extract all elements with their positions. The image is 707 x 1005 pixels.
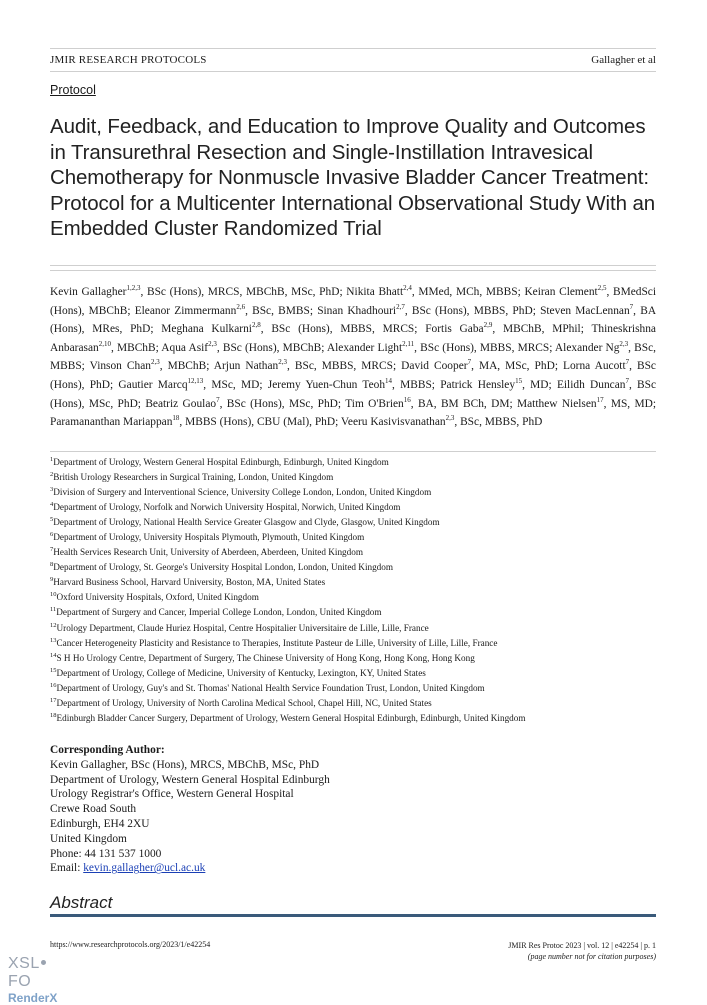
author-name: Patrick Hensley: [440, 378, 516, 391]
affiliation-number: 1: [50, 456, 54, 463]
author-qualifications: BSc, MBBS: [50, 341, 657, 373]
affiliation-item: [50, 575, 660, 590]
author-entry: Tim O'Brien$^{16}$, BA, BM BCh, DM: [345, 395, 510, 410]
author-qualifications: MBBS: [400, 378, 432, 391]
author-name: Steven MacLennan: [540, 304, 630, 317]
author-entry: David Cooper$^7$, MA, MSc, PhD: [401, 358, 555, 373]
affiliation-text: British Urology Researchers in Surgical Training, London, United Kingdom: [53, 472, 334, 483]
author-qualifications: BA, BM BCh, DM: [417, 397, 510, 410]
author-qualifications: BA (Hons), MRes, PhD: [50, 304, 657, 336]
author-affiliation-marker: 18: [172, 414, 180, 423]
affiliation-item: [50, 500, 660, 515]
affiliation-item: [50, 651, 660, 666]
header-rule-top: [50, 48, 656, 49]
affiliation-text: Oxford University Hospitals, Oxford, United Kingdom: [56, 592, 259, 603]
footer-citation: JMIR Res Protoc 2023 | vol. 12 | e42254 | p. 1: [508, 941, 656, 950]
xslfo-renderx-logo: [8, 955, 68, 1005]
affiliation-text: Department of Urology, National Health Service Greater Glasgow and Clyde, Glasgow, United Kingdom: [53, 517, 440, 528]
affiliation-number: 4: [50, 501, 54, 509]
author-affiliation-marker: 12,13: [187, 376, 204, 385]
author-name: Sinan Khadhouri: [317, 304, 397, 317]
affiliation-number: 2: [50, 471, 54, 479]
author-name: Veeru Kasivisvanathan: [340, 416, 446, 429]
article-type: Protocol: [50, 83, 96, 97]
affiliation-number: 13: [50, 636, 57, 644]
author-qualifications: BSc (Hons), MBBS, MRCS: [271, 323, 415, 336]
affiliation-text: S H Ho Urology Centre, Department of Surgery, The Chinese University of Hong Kong, Hong Kong, Hong Kong: [56, 652, 475, 663]
author-name: Jeremy Yuen-Chun Teoh: [267, 378, 386, 391]
affiliation-text: Department of Surgery and Cancer, Imperial College London, London, United Kingdom: [56, 607, 382, 618]
watermark-line1: [8, 955, 68, 991]
author-entry: Beatriz Goulao$^7$, BSc (Hons), MSc, PhD: [145, 395, 338, 410]
affiliation-text: Edinburgh Bladder Cancer Surgery, Department of Urology, Western General Hospital Edinburgh, Edinburgh, United Kingdom: [56, 712, 526, 723]
author-qualifications: BSc (Hons), MSc, PhD: [226, 397, 338, 410]
author-entry: Arjun Nathan$^{2,3}$, BSc, MBBS, MRCS: [213, 358, 393, 373]
affiliation-number: 15: [50, 666, 57, 674]
journal-name: JMIR RESEARCH PROTOCOLS: [50, 54, 207, 66]
author-entry: Sinan Khadhouri$^{2,7}$, BSc (Hons), MBBS, PhD: [317, 302, 533, 317]
author-name: David Cooper: [401, 360, 468, 373]
corresponding-email-row: [50, 861, 330, 876]
affiliation-item: [50, 636, 660, 651]
author-entry: Gautier Marcq$^{12,13}$, MSc, MD: [118, 376, 260, 391]
author-qualifications: MBChB, MPhil: [502, 323, 581, 336]
affiliation-text: Harvard Business School, Harvard University, Boston, MA, United States: [53, 577, 326, 588]
footer-citation-block: [508, 940, 656, 962]
watermark-line2: RenderX: [8, 991, 58, 1005]
affiliation-text: Department of Urology, Guy's and St. Thomas' National Health Service Foundation Trust, London, United Kingdom: [56, 682, 485, 693]
affiliation-item: [50, 696, 660, 711]
corresponding-city: Edinburgh, EH4 2XU: [50, 817, 150, 830]
author-name: Alexander Ng: [554, 341, 620, 354]
affiliation-number: 5: [50, 516, 54, 524]
author-entry: Kevin Gallagher$^{1,2,3}$, BSc (Hons), MRCS, MBChB, MSc, PhD: [50, 284, 340, 298]
affiliation-item: [50, 560, 660, 575]
affiliation-text: Department of Urology, Norfolk and Norwich University Hospital, Norwich, United Kingdom: [53, 502, 401, 513]
corresponding-heading: Corresponding Author:: [50, 744, 165, 756]
affiliation-text: Department of Urology, College of Medicine, University of Kentucky, Lexington, KY, United States: [56, 667, 426, 678]
affiliation-number: 17: [50, 696, 57, 704]
affiliation-item: [50, 605, 660, 620]
author-qualifications: BSc, MBBS, PhD: [460, 416, 543, 429]
corresponding-author-block: [50, 743, 330, 876]
affiliation-text: Department of Urology, University of North Carolina Medical School, Chapel Hill, NC, United States: [56, 697, 432, 708]
author-entry: Aqua Asif$^{2,3}$, BSc (Hons), MBChB: [161, 339, 322, 354]
abstract-rule: [50, 914, 656, 917]
author-name: Fortis Gaba: [425, 323, 484, 336]
watermark-dot: [41, 960, 46, 965]
affiliation-item: [50, 485, 660, 500]
author-name: Eleanor Zimmermann: [134, 304, 237, 317]
author-qualifications: BSc, BMBS: [252, 304, 310, 317]
running-authors: Gallagher et al: [591, 54, 656, 66]
affiliation-number: 14: [50, 651, 57, 659]
author-name: Beatriz Goulao: [145, 397, 217, 410]
affiliation-item: [50, 545, 660, 560]
author-qualifications: BSc (Hons), MBChB: [222, 341, 322, 354]
affiliation-text: Department of Urology, Western General Hospital Edinburgh, Edinburgh, United Kingdom: [53, 457, 389, 467]
author-name: Paramananthan Mariappan: [50, 416, 173, 429]
author-affiliation-marker: 2,4: [403, 284, 412, 292]
affiliation-item: [50, 470, 660, 485]
author-affiliation-marker: 2,6: [236, 302, 246, 311]
article-title: Audit, Feedback, and Education to Improve Quality and Outcomes in Transurethral Resection and Single-Instillation Intravesical Chemotherapy for Nonmuscle Invasive Bladder Cancer Treatment: Protocol for a Multicenter International Observational Study With an Embedded Cluster Randomized Trial: [50, 115, 656, 241]
footer-note: (page number not for citation purposes): [527, 952, 656, 961]
author-affiliation-marker: 7: [625, 358, 630, 367]
author-entry: Eilidh Duncan$^7$, BSc (Hons), MSc, PhD: [50, 376, 657, 410]
author-entry: Vinson Chan$^{2,3}$, MBChB: [89, 358, 207, 373]
affiliation-list: [50, 455, 660, 726]
author-affiliation-marker: 14: [385, 376, 393, 385]
author-name: Lorna Aucott: [563, 360, 626, 373]
author-name: Gautier Marcq: [118, 378, 188, 391]
author-name: Nikita Bhatt: [346, 286, 404, 298]
affiliation-item: [50, 590, 660, 605]
author-entry: Keiran Clement$^{2,5}$, BMedSci (Hons), MBChB: [50, 284, 657, 317]
author-entry: Matthew Nielsen$^{17}$, MS, MD: [516, 395, 653, 410]
author-affiliation-marker: 7: [629, 302, 634, 311]
author-entry: Thineskrishna Anbarasan$^{2,10}$, MBChB: [50, 323, 656, 354]
author-name: Arjun Nathan: [213, 360, 279, 373]
affiliation-text: Urology Department, Claude Huriez Hospital, Centre Hospitalier Universitaire de Lille, Lille, France: [56, 622, 429, 633]
affiliation-item: [50, 711, 660, 726]
author-qualifications: MA, MSc, PhD: [478, 360, 555, 373]
affiliation-number: 8: [50, 561, 54, 569]
affiliation-text: Department of Urology, St. George's University Hospital London, London, United Kingdom: [53, 562, 394, 573]
affiliation-item: [50, 666, 660, 681]
author-affiliation-marker: 2,3: [150, 358, 160, 367]
author-entry: Eleanor Zimmermann$^{2,6}$, BSc, BMBS: [134, 302, 310, 317]
affiliation-text: Cancer Heterogeneity Plasticity and Resistance to Therapies, Institute Pasteur de Lille, University of Lille, Lille, France: [56, 637, 498, 648]
author-qualifications: MBBS (Hons), CBU (Mal), PhD: [185, 416, 336, 429]
author-affiliation-marker: 2,3: [619, 339, 629, 348]
author-entry: Veeru Kasivisvanathan$^{2,3}$, BSc, MBBS, PhD: [340, 414, 543, 429]
author-entry: Meghana Kulkarni$^{2,8}$, BSc (Hons), MBBS, MRCS: [161, 321, 415, 336]
authors-rule: [50, 451, 656, 452]
author-affiliation-marker: 2,7: [396, 302, 405, 311]
email-label: Email:: [50, 862, 84, 875]
title-rule-2: [50, 270, 656, 271]
author-entry: Alexander Ng$^{2,3}$, BSc, MBBS: [50, 339, 657, 373]
author-affiliation-marker: 2,5: [597, 284, 607, 292]
email-link[interactable]: kevin.gallagher@ucl.ac.uk: [83, 862, 206, 875]
watermark-xsl: XSL: [8, 955, 40, 972]
affiliation-number: 18: [50, 711, 57, 719]
author-qualifications: MMed, MCh, MBBS: [418, 286, 518, 298]
author-entry: Nikita Bhatt$^{2,4}$, MMed, MCh, MBBS: [346, 284, 518, 298]
author-name: Kevin Gallagher: [50, 286, 127, 298]
affiliation-text: Health Services Research Unit, University of Aberdeen, Aberdeen, United Kingdom: [53, 547, 363, 558]
affiliation-number: 10: [50, 591, 57, 599]
affiliation-number: 16: [50, 681, 57, 689]
affiliation-number: 12: [50, 621, 57, 629]
author-affiliation-marker: 2,8: [251, 321, 261, 330]
author-qualifications: BMedSci (Hons), MBChB: [50, 286, 657, 317]
affiliation-number: 6: [50, 531, 54, 539]
footer-url[interactable]: https://www.researchprotocols.org/2023/1/e42254: [50, 940, 211, 949]
corresponding-office: Urology Registrar's Office, Western General Hospital: [50, 788, 294, 801]
author-entry: Steven MacLennan$^7$, BA (Hons), MRes, PhD: [50, 302, 657, 336]
corresponding-name: Kevin Gallagher, BSc (Hons), MRCS, MBChB, MSc, PhD: [50, 758, 320, 771]
author-qualifications: MBChB: [116, 341, 156, 354]
author-affiliation-marker: 2,3: [208, 339, 217, 348]
affiliation-number: 7: [50, 546, 54, 554]
affiliation-item: [50, 530, 660, 545]
author-affiliation-marker: 17: [596, 395, 604, 404]
author-affiliation-marker: 7: [467, 358, 472, 367]
header-rule-bottom: [50, 71, 656, 72]
author-entry: Alexander Light$^{2,11}$, BSc (Hons), MBBS, MRCS: [326, 339, 550, 354]
watermark-fo: FO: [8, 973, 32, 990]
affiliation-number: 3: [50, 486, 54, 494]
author-affiliation-marker: 2,3: [445, 414, 455, 423]
author-name: Aqua Asif: [161, 341, 209, 354]
author-qualifications: BSc (Hons), MRCS, MBChB, MSc, PhD: [146, 286, 340, 298]
author-name: Eilidh Duncan: [556, 378, 626, 391]
author-entry: Lorna Aucott$^7$, BSc (Hons), PhD: [50, 358, 656, 391]
affiliation-text: Department of Urology, University Hospitals Plymouth, Plymouth, United Kingdom: [53, 532, 365, 543]
author-name: Thineskrishna Anbarasan: [50, 323, 656, 354]
author-affiliation-marker: 2,9: [483, 321, 493, 330]
author-entry: Patrick Hensley$^{15}$, MD: [440, 376, 549, 391]
author-qualifications: BSc (Hons), MSc, PhD: [50, 378, 657, 410]
affiliation-item: [50, 455, 660, 470]
author-name: Alexander Light: [326, 341, 403, 354]
corresponding-country: United Kingdom: [50, 832, 127, 845]
affiliation-number: 11: [50, 606, 57, 614]
affiliation-item: [50, 621, 660, 636]
author-name: Tim O'Brien: [345, 397, 404, 410]
abstract-heading: Abstract: [50, 893, 113, 912]
author-entry: Paramananthan Mariappan$^{18}$, MBBS (Hons), CBU (Mal), PhD: [50, 414, 336, 429]
author-entry: Fortis Gaba$^{2,9}$, MBChB, MPhil: [425, 321, 581, 336]
author-affiliation-marker: 7: [216, 395, 220, 404]
author-affiliation-marker: 16: [403, 395, 411, 404]
affiliation-text: Division of Surgery and Interventional Science, University College London, London, United Kingdom: [53, 487, 432, 498]
author-affiliation-marker: 2,11: [402, 339, 415, 348]
author-affiliation-marker: 1,2,3: [126, 284, 141, 292]
author-qualifications: MS, MD: [610, 397, 653, 410]
author-name: Meghana Kulkarni: [161, 323, 252, 336]
author-name: Matthew Nielsen: [516, 397, 597, 410]
author-qualifications: BSc, MBBS, MRCS: [294, 360, 393, 373]
title-rule-1: [50, 265, 656, 266]
author-name: Vinson Chan: [89, 360, 151, 373]
author-affiliation-marker: 15: [515, 376, 523, 385]
author-affiliation-marker: 7: [625, 376, 629, 385]
author-qualifications: MSc, MD: [211, 378, 260, 391]
corresponding-dept: Department of Urology, Western General Hospital Edinburgh: [50, 773, 330, 786]
affiliation-item: [50, 681, 660, 696]
author-list: Kevin Gallagher$^{1,2,3}$, BSc (Hons), MRCS, MBChB, MSc, PhD; Nikita Bhatt$^{2,4}$, MMed, MCh, MBBS; Keiran Clement$^{2,5}$, BMedSci (Hons), MBChB; Eleanor Zimmermann$^{2,6}$, BSc, BMBS; Sinan Khadhouri$^{2,7}$, BSc (Hons), MBBS, PhD; Steven MacLennan$^7$, BA (Hons), MRes, PhD; Meghana Kulkarni$^{2,8}$, BSc (Hons), MBBS, MRCS; Fortis Gaba$^{2,9}$, MBChB, MPhil; Thineskrishna Anbarasan$^{2,10}$, MBChB; Aqua Asif$^{2,3}$, BSc (Hons), MBChB; Alexander Light$^{2,11}$, BSc (Hons), MBBS, MRCS; Alexander Ng$^{2,3}$, BSc, MBBS; Vinson Chan$^{2,3}$, MBChB; Arjun Nathan$^{2,3}$, BSc, MBBS, MRCS; David Cooper$^7$, MA, MSc, PhD; Lorna Aucott$^7$, BSc (Hons), PhD; Gautier Marcq$^{12,13}$, MSc, MD; Jeremy Yuen-Chun Teoh$^{14}$, MBBS; Patrick Hensley$^{15}$, MD; Eilidh Duncan$^7$, BSc (Hons), MSc, PhD; Beatriz Goulao$^7$, BSc (Hons), MSc, PhD; Tim O'Brien$^{16}$, BA, BM BCh, DM; Matthew Nielsen$^{17}$, MS, MD; Paramananthan Mariappan$^{18}$, MBBS (Hons), CBU (Mal), PhD; Veeru Kasivisvanathan$^{2,3}$, BSc, MBBS, PhD: [50, 284, 657, 429]
author-qualifications: MBChB: [167, 360, 207, 373]
author-affiliation-marker: 2,3: [278, 358, 288, 367]
corresponding-phone: Phone: 44 131 537 1000: [50, 847, 162, 860]
author-qualifications: MD: [530, 378, 549, 391]
author-affiliation-marker: 2,10: [98, 339, 111, 348]
affiliation-number: 9: [50, 576, 54, 584]
author-name: Keiran Clement: [524, 286, 598, 298]
author-qualifications: BSc (Hons), PhD: [50, 360, 656, 391]
affiliation-item: [50, 515, 660, 530]
corresponding-street: Crewe Road South: [50, 803, 137, 816]
author-qualifications: BSc (Hons), MBBS, MRCS: [420, 341, 550, 354]
author-qualifications: BSc (Hons), MBBS, PhD: [411, 304, 533, 317]
author-entry: Jeremy Yuen-Chun Teoh$^{14}$, MBBS: [267, 376, 432, 391]
